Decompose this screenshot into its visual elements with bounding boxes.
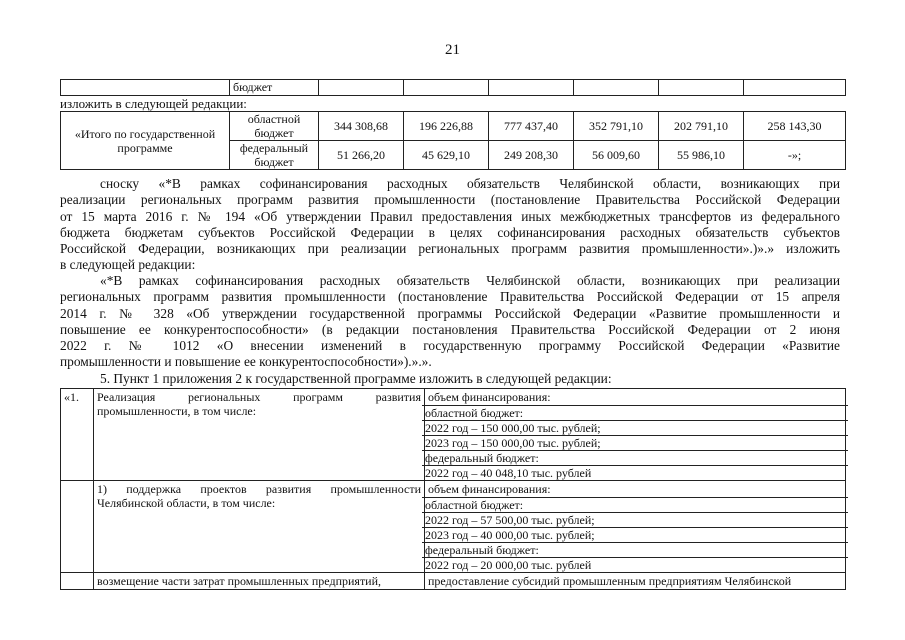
value-cell: 196 226,88	[404, 112, 489, 141]
text-line: 2014 г. № 328 «Об утверждении государственной программы Российской Федерации «Развитие промышленности и	[60, 305, 840, 321]
value-cell: 45 629,10	[404, 141, 489, 170]
table-cell	[744, 80, 846, 96]
text-line: возмещение части затрат промышленных предприятий,	[97, 574, 382, 588]
measure-description	[94, 573, 425, 590]
text-line: промышленности, в том числе:	[97, 404, 257, 418]
budget-kind-line: областной	[247, 112, 301, 126]
budget-kind-line: бюджет	[254, 126, 294, 140]
text-line: повышение ее конкурентоспособности» (в редакции постановления Правительства Российской Федерации от 2 июня	[60, 321, 840, 337]
table-cell	[319, 80, 404, 96]
text-line: 2022 год – 40 048,10 тыс. рублей	[422, 465, 848, 480]
text-line: сноску «*В рамках софинансирования расходных обязательств Челябинской области, возникающих при	[100, 176, 840, 191]
table-row	[61, 573, 846, 590]
text-line: 1) поддержка проектов развития промышленности	[97, 482, 421, 496]
value-cell: 55 986,10	[659, 141, 744, 170]
measure-description	[94, 389, 425, 481]
value-cell: 51 266,20	[319, 141, 404, 170]
text-line: 2023 год – 40 000,00 тыс. рублей;	[422, 527, 848, 542]
value-cell: -»;	[744, 141, 846, 170]
funding-info	[425, 389, 846, 481]
value-cell: 249 208,30	[489, 141, 574, 170]
table-cell: бюджет	[230, 80, 319, 96]
value-cell: 202 791,10	[659, 112, 744, 141]
row-number: «1.	[61, 389, 94, 481]
table-cell	[404, 80, 489, 96]
footnote-paragraph-new	[60, 273, 840, 371]
row-number	[61, 573, 94, 590]
table-row	[61, 80, 846, 96]
text-line: 2022 год – 150 000,00 тыс. рублей;	[422, 420, 848, 435]
footnote-paragraph-old	[60, 176, 840, 274]
budget-kind-line: бюджет	[254, 155, 294, 169]
table-row	[61, 112, 846, 141]
text-line: федеральный бюджет:	[422, 450, 848, 465]
text-line: промышленности и повышение ее конкурентоспособности»).».».	[60, 354, 432, 370]
text-line: реализации региональных программ развития промышленности (постановление Правительства Российской Федерации	[60, 192, 840, 208]
text-line: региональных программ развития промышленности (постановление Правительства Российской Федерации от 15 апреля	[60, 289, 840, 305]
text-line: 2022 год – 57 500,00 тыс. рублей;	[422, 512, 848, 527]
table-row	[61, 481, 846, 573]
page-number: 21	[445, 42, 460, 58]
text-line: 2023 год – 150 000,00 тыс. рублей;	[422, 435, 848, 450]
table-cell	[489, 80, 574, 96]
section-paragraph	[60, 371, 840, 387]
value-cell: 56 009,60	[574, 141, 659, 170]
table-row	[61, 389, 846, 481]
funding-info	[425, 481, 846, 573]
text-line: от 15 марта 2016 г. № 194 «Об утверждении Правил предоставления иных межбюджетных трансфертов из федерального	[60, 208, 840, 224]
text-line: Челябинской области, в том числе:	[97, 496, 276, 510]
text-line: Реализация региональных программ развития	[97, 390, 421, 404]
totals-label	[61, 112, 230, 170]
text-line: 5. Пункт 1 приложения 2 к государственной программе изложить в следующей редакции:	[100, 371, 612, 386]
text-line: предоставление субсидий промышленным предприятиям Челябинской	[428, 574, 792, 588]
appendix-table	[60, 388, 846, 590]
value-cell: 258 143,30	[744, 112, 846, 141]
text-line: объем финансирования:	[428, 482, 551, 496]
text-line: областной бюджет:	[422, 405, 848, 420]
text-line: объем финансирования:	[428, 390, 551, 404]
budget-kind-line: федеральный	[239, 141, 309, 155]
value-cell: 352 791,10	[574, 112, 659, 141]
table-cell	[61, 80, 230, 96]
totals-table	[60, 111, 846, 170]
text-line: «*В рамках софинансирования расходных обязательств Челябинской области, возникающих при реализации	[100, 273, 840, 288]
text-line: 2022 год – 20 000,00 тыс. рублей	[422, 557, 848, 572]
table-cell	[659, 80, 744, 96]
text-line: областной бюджет:	[422, 497, 848, 512]
value-cell: 777 437,40	[489, 112, 574, 141]
measure-description	[94, 481, 425, 573]
text-line: федеральный бюджет:	[422, 542, 848, 557]
value-cell: 344 308,68	[319, 112, 404, 141]
text-line: в следующей редакции:	[60, 257, 196, 273]
totals-label-line: программе	[117, 140, 173, 155]
budget-kind	[230, 112, 319, 141]
row-number	[61, 481, 94, 573]
text-line: 2022 г. № 1012 «О внесении изменений в государственную программу Российской Федерации «Развитие	[60, 338, 840, 354]
text-line: Российской Федерации, возникающих при реализации региональных программ развития промышленности».)».» изложить	[60, 241, 840, 257]
stub-table	[60, 79, 846, 96]
funding-info	[425, 573, 846, 590]
budget-kind	[230, 141, 319, 170]
totals-label-line: «Итого по государственной	[74, 126, 216, 141]
intro-line: изложить в следующей редакции:	[60, 96, 247, 111]
text-line: бюджета бюджетам субъектов Российской Федерации в целях софинансирования расходных обязательств субъектов	[60, 224, 840, 240]
table-cell	[574, 80, 659, 96]
